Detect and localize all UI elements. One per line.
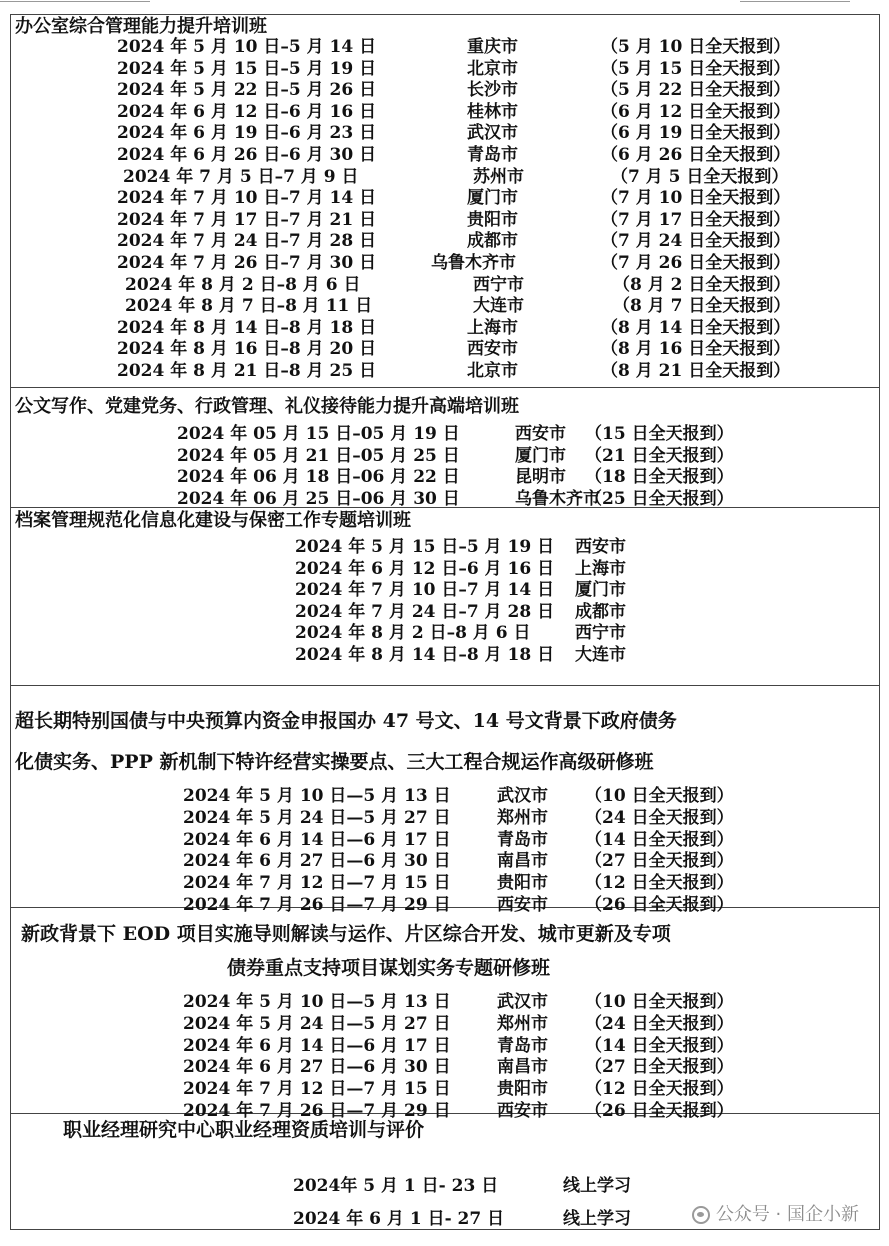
row-date: 2024 年 5 月 24 日—5 月 27 日: [183, 807, 451, 828]
row-date: 2024 年 7 月 26 日—7 月 29 日: [183, 895, 451, 915]
row-date: 2024年 5 月 1 日- 23 日: [293, 1176, 499, 1196]
row-date: 2024 年 5 月 24 日—5 月 27 日: [183, 1013, 451, 1034]
schedule-row: [11, 424, 879, 445]
row-note: （14 日全天报到）: [585, 829, 734, 850]
row-note: （5 月 22 日全天报到）: [601, 80, 791, 101]
row-date: 2024 年 05 月 21 日–05 月 25 日: [177, 445, 460, 466]
row-city: 桂林市: [467, 101, 518, 122]
row-note: （8 月 16 日全天报到）: [601, 339, 791, 360]
row-city: 武汉市: [497, 992, 548, 1012]
schedule-row: [11, 873, 879, 894]
schedule-row: [11, 275, 879, 296]
row-date: 2024 年 6 月 12 日–6 月 16 日: [295, 558, 555, 579]
row-city: 上海市: [575, 558, 626, 579]
row-date: 2024 年 7 月 12 日—7 月 15 日: [183, 873, 451, 894]
row-date: 2024 年 6 月 14 日—6 月 17 日: [183, 829, 451, 850]
schedule-row: [11, 808, 879, 829]
row-date: 2024 年 6 月 26 日–6 月 30 日: [117, 145, 377, 165]
row-note: （7 月 24 日全天报到）: [601, 231, 791, 252]
row-note: （12 日全天报到）: [585, 873, 734, 894]
row-date: 2024 年 7 月 5 日–7 月 9 日: [123, 166, 359, 187]
row-city: 西宁市: [473, 274, 524, 295]
schedule-row: [11, 467, 879, 488]
row-date: 2024 年 5 月 22 日–5 月 26 日: [117, 80, 377, 101]
row-city: 成都市: [467, 231, 518, 252]
schedule-row: [11, 318, 879, 339]
schedule-row: [11, 1057, 879, 1078]
schedule-row: [11, 446, 879, 467]
row-date: 2024 年 7 月 10 日–7 月 14 日: [295, 580, 555, 600]
row-city: 贵阳市: [497, 873, 548, 894]
schedule-row: [11, 231, 879, 252]
schedule-row: [11, 1014, 879, 1035]
schedule-row: [11, 645, 879, 666]
schedule-row: [11, 830, 879, 851]
section-title: 公文写作、党建党务、行政管理、礼仪接待能力提升高端培训班: [15, 396, 519, 417]
schedule-row: [11, 992, 879, 1013]
row-note: （6 月 12 日全天报到）: [601, 101, 791, 122]
row-note: （5 月 10 日全天报到）: [601, 37, 791, 57]
row-city: 厦门市: [515, 445, 566, 466]
schedule-row: [11, 80, 879, 101]
row-note: 线上学习: [563, 1176, 631, 1196]
page-top-rule: [0, 0, 889, 3]
row-note: （26 日全天报到）: [585, 895, 734, 915]
row-city: 昆明市: [515, 467, 566, 487]
section-title-line2: 债券重点支持项目谋划实务专题研修班: [227, 957, 551, 979]
row-note: （27 日全天报到）: [585, 851, 734, 872]
row-city: 大连市: [575, 644, 626, 665]
schedule-row: [11, 339, 879, 360]
row-city: 长沙市: [467, 80, 518, 101]
schedule-row: [11, 851, 879, 872]
section-title: 职业经理研究中心职业经理资质培训与评价: [63, 1119, 425, 1141]
watermark-text: 公众号 · 国企小新: [715, 1204, 859, 1225]
section-government-debt: [11, 686, 879, 915]
row-note: （25 日全天报到）: [585, 488, 734, 509]
row-city: 南昌市: [497, 1057, 548, 1078]
row-date: 2024 年 05 月 15 日–05 月 19 日: [177, 424, 460, 444]
schedule-row: [11, 361, 879, 382]
section-office-management: [11, 15, 879, 388]
row-date: 2024 年 7 月 26 日—7 月 29 日: [183, 1101, 451, 1121]
section-document-writing: [11, 388, 879, 508]
row-date: 2024 年 8 月 2 日–8 月 6 日: [295, 623, 531, 643]
row-date: 2024 年 6 月 27 日—6 月 30 日: [183, 1057, 451, 1078]
section-eod-project: [11, 908, 879, 1121]
row-city: 北京市: [467, 58, 518, 79]
row-note: （8 月 21 日全天报到）: [601, 361, 791, 381]
row-city: 西安市: [467, 339, 518, 360]
schedule-row: [11, 102, 879, 123]
row-note: （6 月 26 日全天报到）: [601, 145, 791, 165]
row-note: （10 日全天报到）: [585, 786, 734, 806]
row-date: 2024 年 5 月 15 日–5 月 19 日: [117, 58, 377, 79]
schedule-row: [11, 489, 879, 510]
row-city: 西宁市: [575, 623, 626, 643]
schedule-row: [11, 167, 879, 188]
schedule-row: [11, 1176, 879, 1197]
row-city: 郑州市: [497, 807, 548, 828]
schedule-row: [11, 537, 879, 558]
row-city: 贵阳市: [467, 209, 518, 230]
schedule-row: [11, 786, 879, 807]
row-city: 厦门市: [467, 188, 518, 209]
row-city: 苏州市: [473, 166, 524, 187]
row-date: 2024 年 8 月 14 日–8 月 18 日: [117, 317, 377, 338]
schedule-row: [11, 210, 879, 231]
row-date: 2024 年 6 月 19 日–6 月 23 日: [117, 123, 377, 144]
schedule-row: [11, 559, 879, 580]
row-city: 西安市: [575, 537, 626, 557]
wechat-icon: [692, 1206, 710, 1224]
row-note: （5 月 15 日全天报到）: [601, 58, 791, 79]
row-date: 2024 年 5 月 10 日–5 月 14 日: [117, 37, 377, 57]
row-note: （8 月 7 日全天报到）: [613, 296, 791, 317]
row-note: 线上学习: [563, 1209, 631, 1229]
row-date: 2024 年 6 月 14 日—6 月 17 日: [183, 1035, 451, 1056]
row-city: 上海市: [467, 317, 518, 338]
schedule-row: [11, 296, 879, 317]
schedule-row: [11, 602, 879, 623]
row-city: 青岛市: [497, 1035, 548, 1056]
row-date: 2024 年 7 月 12 日—7 月 15 日: [183, 1079, 451, 1100]
section-archive-management: [11, 508, 879, 686]
row-date: 2024 年 8 月 2 日–8 月 6 日: [125, 274, 361, 295]
row-city: 乌鲁木齐市: [515, 488, 600, 509]
section-title-line1: 超长期特别国债与中央预算内资金申报国办 47 号文、14 号文背景下政府债务: [15, 710, 677, 732]
row-city: 成都市: [575, 601, 626, 622]
row-note: （21 日全天报到）: [585, 445, 734, 466]
row-date: 2024 年 6 月 12 日–6 月 16 日: [117, 101, 377, 122]
row-note: （24 日全天报到）: [585, 807, 734, 828]
row-city: 青岛市: [467, 145, 518, 165]
row-date: 2024 年 7 月 17 日–7 月 21 日: [117, 209, 377, 230]
row-note: （8 月 2 日全天报到）: [613, 274, 791, 295]
schedule-row: [11, 1079, 879, 1100]
row-note: （10 日全天报到）: [585, 992, 734, 1012]
row-date: 2024 年 6 月 27 日—6 月 30 日: [183, 851, 451, 872]
row-city: 重庆市: [467, 37, 518, 57]
schedule-table: [10, 14, 880, 1230]
row-note: （7 月 26 日全天报到）: [601, 253, 791, 273]
row-note: （12 日全天报到）: [585, 1079, 734, 1100]
row-city: 乌鲁木齐市: [431, 253, 516, 273]
row-city: 西安市: [515, 424, 566, 444]
schedule-row: [11, 253, 879, 274]
schedule-row: [11, 59, 879, 80]
row-note: （15 日全天报到）: [585, 424, 734, 444]
row-date: 2024 年 8 月 7 日–8 月 11 日: [125, 296, 373, 317]
row-date: 2024 年 7 月 10 日–7 月 14 日: [117, 188, 377, 209]
section-title: 办公室综合管理能力提升培训班: [15, 16, 267, 37]
row-note: （7 月 17 日全天报到）: [601, 209, 791, 230]
row-city: 西安市: [497, 1101, 548, 1121]
schedule-row: [11, 188, 879, 209]
row-date: 2024 年 6 月 1 日- 27 日: [293, 1209, 505, 1229]
row-note: （24 日全天报到）: [585, 1013, 734, 1034]
row-date: 2024 年 5 月 15 日–5 月 19 日: [295, 537, 555, 557]
row-city: 青岛市: [497, 829, 548, 850]
watermark: [686, 1198, 865, 1228]
row-city: 武汉市: [467, 123, 518, 144]
schedule-row: [11, 145, 879, 166]
row-date: 2024 年 06 月 25 日–06 月 30 日: [177, 488, 460, 509]
row-date: 2024 年 5 月 10 日—5 月 13 日: [183, 992, 451, 1012]
row-note: （7 月 10 日全天报到）: [601, 188, 791, 209]
row-city: 西安市: [497, 895, 548, 915]
schedule-row: [11, 580, 879, 601]
row-city: 大连市: [473, 296, 524, 317]
row-note: （8 月 14 日全天报到）: [601, 317, 791, 338]
row-note: （18 日全天报到）: [585, 467, 734, 487]
section-title-line1: 新政背景下 EOD 项目实施导则解读与运作、片区综合开发、城市更新及专项: [21, 923, 671, 945]
row-city: 武汉市: [497, 786, 548, 806]
section-title-line2: 化债实务、PPP 新机制下特许经营实操要点、三大工程合规运作高级研修班: [15, 751, 654, 773]
row-date: 2024 年 06 月 18 日–06 月 22 日: [177, 467, 460, 487]
row-city: 贵阳市: [497, 1079, 548, 1100]
row-date: 2024 年 8 月 14 日–8 月 18 日: [295, 644, 555, 665]
row-note: （6 月 19 日全天报到）: [601, 123, 791, 144]
schedule-row: [11, 1036, 879, 1057]
row-date: 2024 年 8 月 21 日–8 月 25 日: [117, 361, 377, 381]
section-title: 档案管理规范化信息化建设与保密工作专题培训班: [15, 510, 411, 531]
row-date: 2024 年 7 月 24 日–7 月 28 日: [117, 231, 377, 252]
row-city: 南昌市: [497, 851, 548, 872]
row-date: 2024 年 8 月 16 日–8 月 20 日: [117, 339, 377, 360]
row-city: 厦门市: [575, 580, 626, 600]
row-note: （27 日全天报到）: [585, 1057, 734, 1078]
schedule-row: [11, 123, 879, 144]
row-date: 2024 年 7 月 24 日–7 月 28 日: [295, 601, 555, 622]
schedule-row: [11, 623, 879, 644]
row-date: 2024 年 7 月 26 日–7 月 30 日: [117, 253, 377, 273]
row-note: （26 日全天报到）: [585, 1101, 734, 1121]
row-date: 2024 年 5 月 10 日—5 月 13 日: [183, 786, 451, 806]
row-note: （7 月 5 日全天报到）: [611, 166, 789, 187]
row-city: 北京市: [467, 361, 518, 381]
row-city: 郑州市: [497, 1013, 548, 1034]
row-note: （14 日全天报到）: [585, 1035, 734, 1056]
schedule-row: [11, 37, 879, 58]
